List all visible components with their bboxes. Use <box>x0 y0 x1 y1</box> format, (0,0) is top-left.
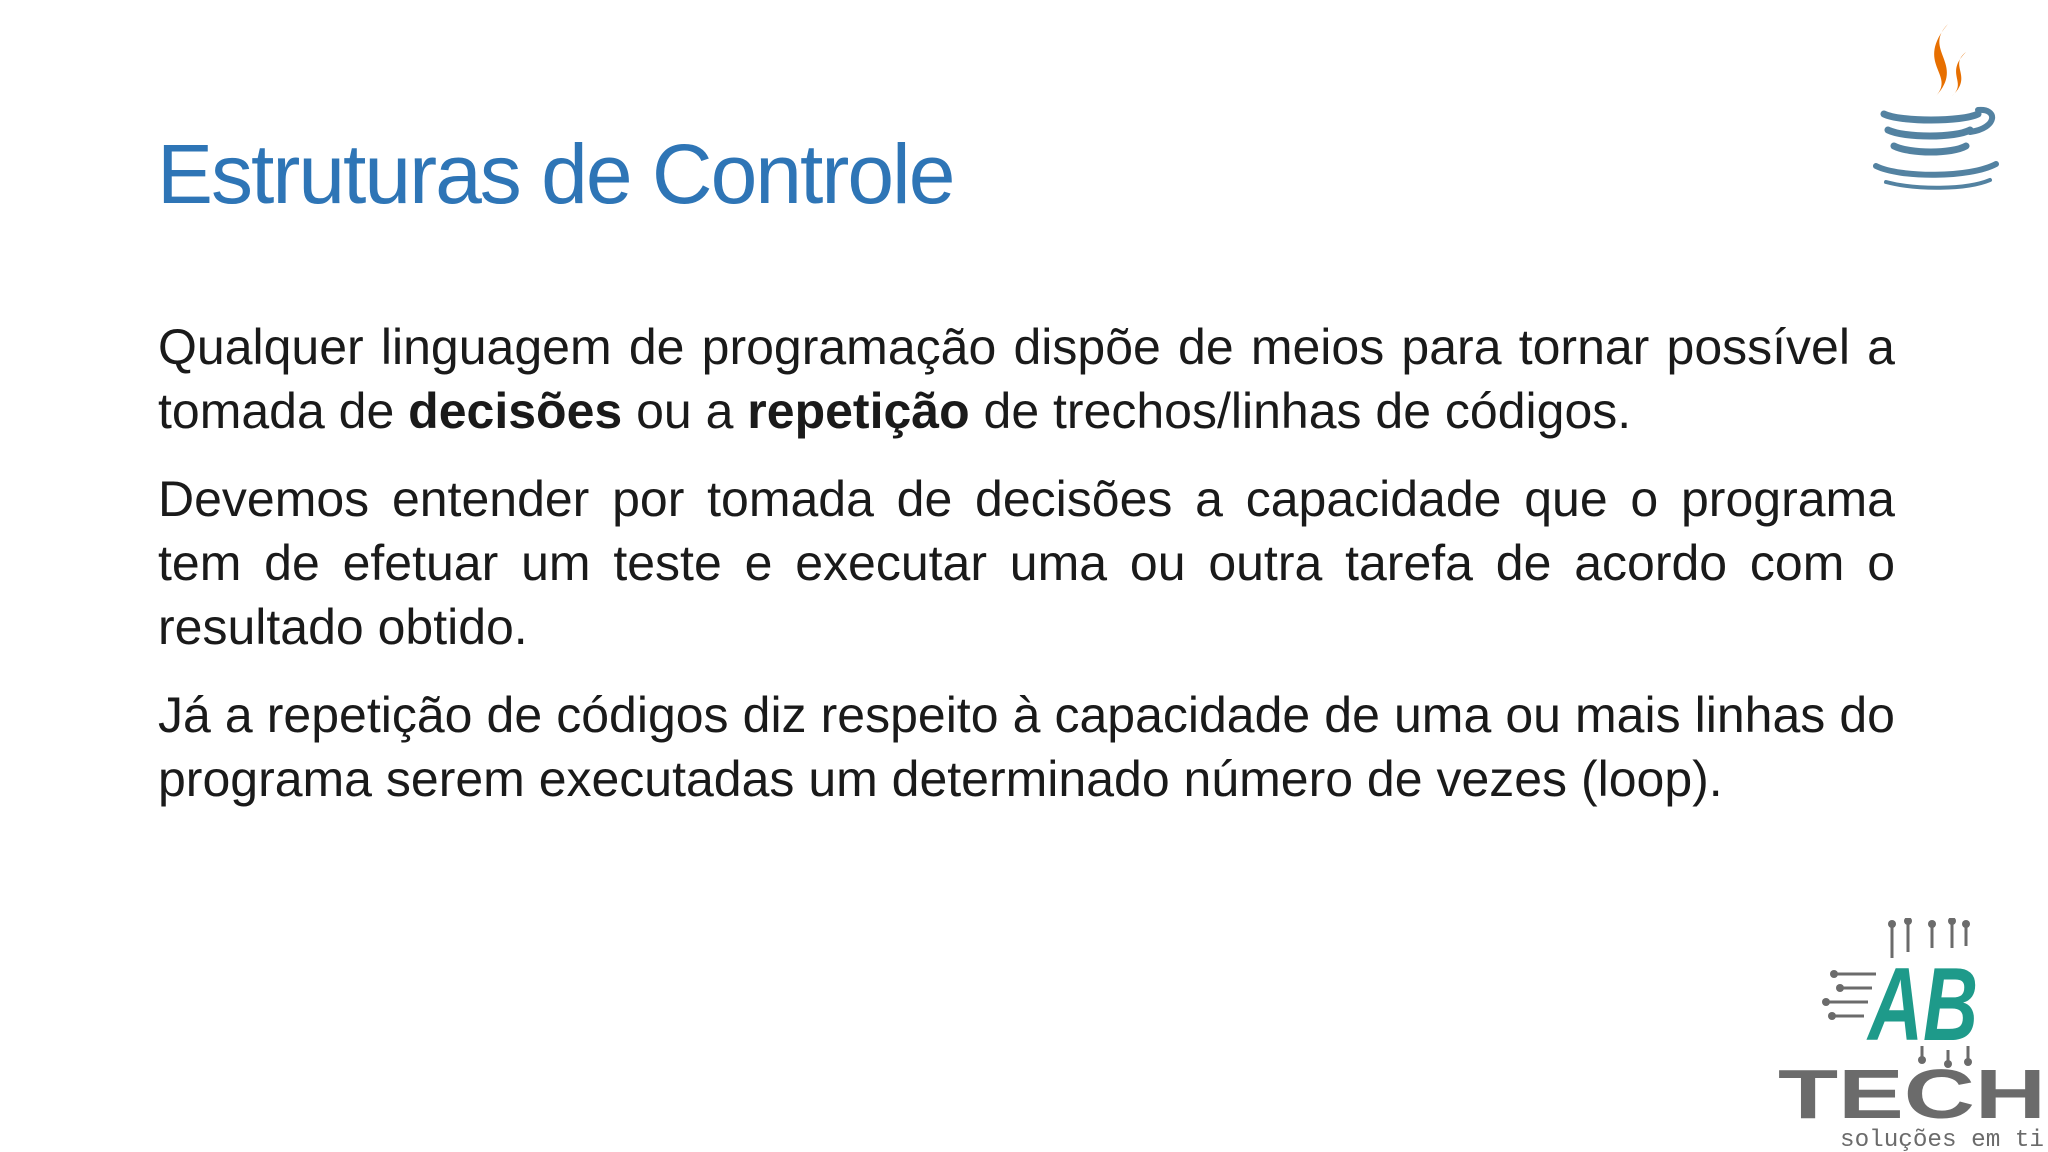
paragraph-text: Qualquer linguagem de programação dispõe de meios para tornar possível a tomada de <box>158 319 1895 439</box>
slide-body <box>158 315 1895 835</box>
brand-letters: AB <box>1865 947 1978 1063</box>
paragraph-text: ou a <box>622 383 748 439</box>
brand-tagline: soluções em ti <box>1840 1127 2044 1152</box>
paragraph-repetition-definition: Já a repetição de códigos diz respeito à capacidade de uma ou mais linhas do programa serem executadas um determinado número de vezes (loop). <box>158 687 1895 807</box>
paragraph-text: de trechos/linhas de códigos. <box>969 383 1632 439</box>
bold-term-repeticao: repetição <box>747 383 970 439</box>
paragraph-decisions-repetition <box>158 315 1895 443</box>
ab-tech-logo <box>1772 918 2048 1152</box>
bold-term-decisoes: decisões <box>408 383 623 439</box>
slide-title: Estruturas de Controle <box>157 127 954 221</box>
paragraph-decision-definition: Devemos entender por tomada de decisões a capacidade que o programa tem de efetuar um teste e executar uma ou outra tarefa de acordo com o resultado obtido. <box>158 471 1895 655</box>
brand-name: TECH <box>1778 1055 2046 1133</box>
java-coffee-cup-icon <box>1870 18 2002 190</box>
